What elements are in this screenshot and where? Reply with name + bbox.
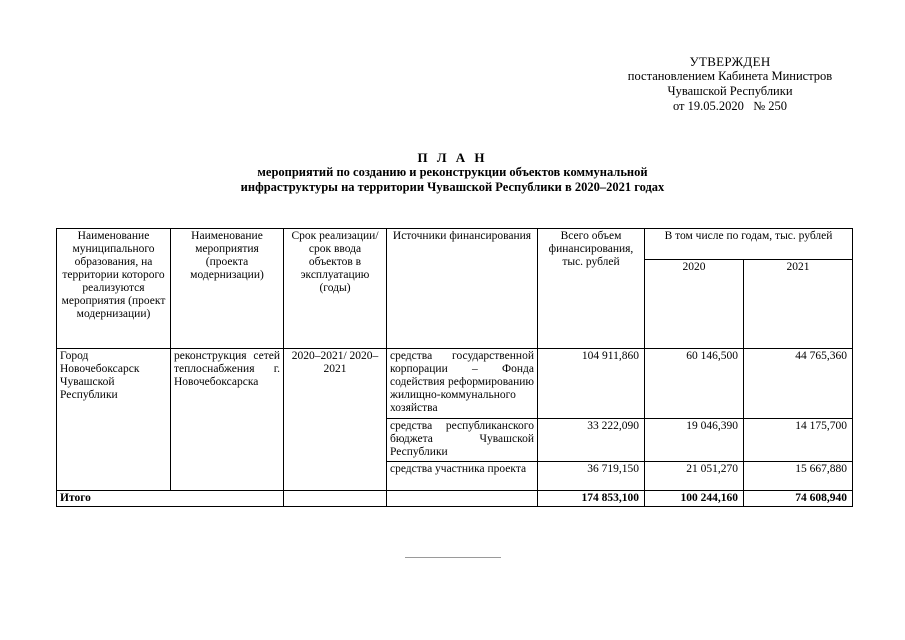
cell-source: средства республиканского бюджета Чувашской Республики bbox=[387, 419, 538, 462]
cell-2020: 60 146,500 bbox=[645, 349, 744, 419]
cell-term: 2020–2021/ 2020–2021 bbox=[284, 349, 387, 491]
totals-empty-term bbox=[284, 491, 387, 507]
totals-row bbox=[57, 491, 853, 507]
header-by-years: В том числе по годам, тыс. рублей bbox=[645, 229, 853, 260]
totals-empty-source bbox=[387, 491, 538, 507]
plan-title-line-1: мероприятий по созданию и реконструкции объектов коммунальной bbox=[257, 165, 648, 179]
cell-measure: реконструкция сетей теплоснабжения г. Новочебоксарска bbox=[171, 349, 284, 491]
header-total: Всего объем финансирования, тыс. рублей bbox=[538, 229, 645, 349]
plan-table bbox=[56, 228, 853, 507]
totals-total: 174 853,100 bbox=[538, 491, 645, 507]
plan-title bbox=[0, 150, 905, 195]
cell-2020: 21 051,270 bbox=[645, 462, 744, 491]
header-sources: Источники финансирования bbox=[387, 229, 538, 349]
cell-2021: 14 175,700 bbox=[744, 419, 853, 462]
approval-line-3: от 19.05.2020 № 250 bbox=[672, 99, 788, 113]
approval-line-2: Чувашской Республики bbox=[667, 84, 793, 98]
totals-2020: 100 244,160 bbox=[645, 491, 744, 507]
cell-source: средства государственной корпорации – Фонда содействия реформированию жилищно-коммунального хозяйства bbox=[387, 349, 538, 419]
header-row bbox=[57, 229, 853, 260]
totals-label: Итого bbox=[57, 491, 284, 507]
table-row bbox=[57, 349, 853, 419]
cell-2021: 44 765,360 bbox=[744, 349, 853, 419]
header-term: Срок реализации/срок ввода объектов в эксплуатацию (годы) bbox=[284, 229, 387, 349]
cell-2021: 15 667,880 bbox=[744, 462, 853, 491]
approval-heading: УТВЕРЖДЕН bbox=[689, 54, 771, 69]
plan-title-main: П Л А Н bbox=[417, 150, 488, 165]
plan-title-line-2: инфраструктуры на территории Чувашской Республики в 2020–2021 годах bbox=[240, 180, 665, 194]
approval-line-1: постановлением Кабинета Министров bbox=[627, 69, 833, 83]
header-year-2020: 2020 bbox=[645, 260, 744, 349]
cell-source: средства участника проекта bbox=[387, 462, 538, 491]
approval-block bbox=[560, 54, 900, 114]
footer-separator-line bbox=[405, 557, 501, 558]
header-year-2021: 2021 bbox=[744, 260, 853, 349]
header-municipality: Наименование муниципального образования, на территории которого реализуются мероприятия (проект модернизации) bbox=[57, 229, 171, 349]
cell-2020: 19 046,390 bbox=[645, 419, 744, 462]
cell-total: 36 719,150 bbox=[538, 462, 645, 491]
cell-total: 33 222,090 bbox=[538, 419, 645, 462]
cell-total: 104 911,860 bbox=[538, 349, 645, 419]
cell-municipality: Город Новочебоксарск Чувашской Республики bbox=[57, 349, 171, 491]
header-measure: Наименование мероприятия (проекта модернизации) bbox=[171, 229, 284, 349]
totals-2021: 74 608,940 bbox=[744, 491, 853, 507]
